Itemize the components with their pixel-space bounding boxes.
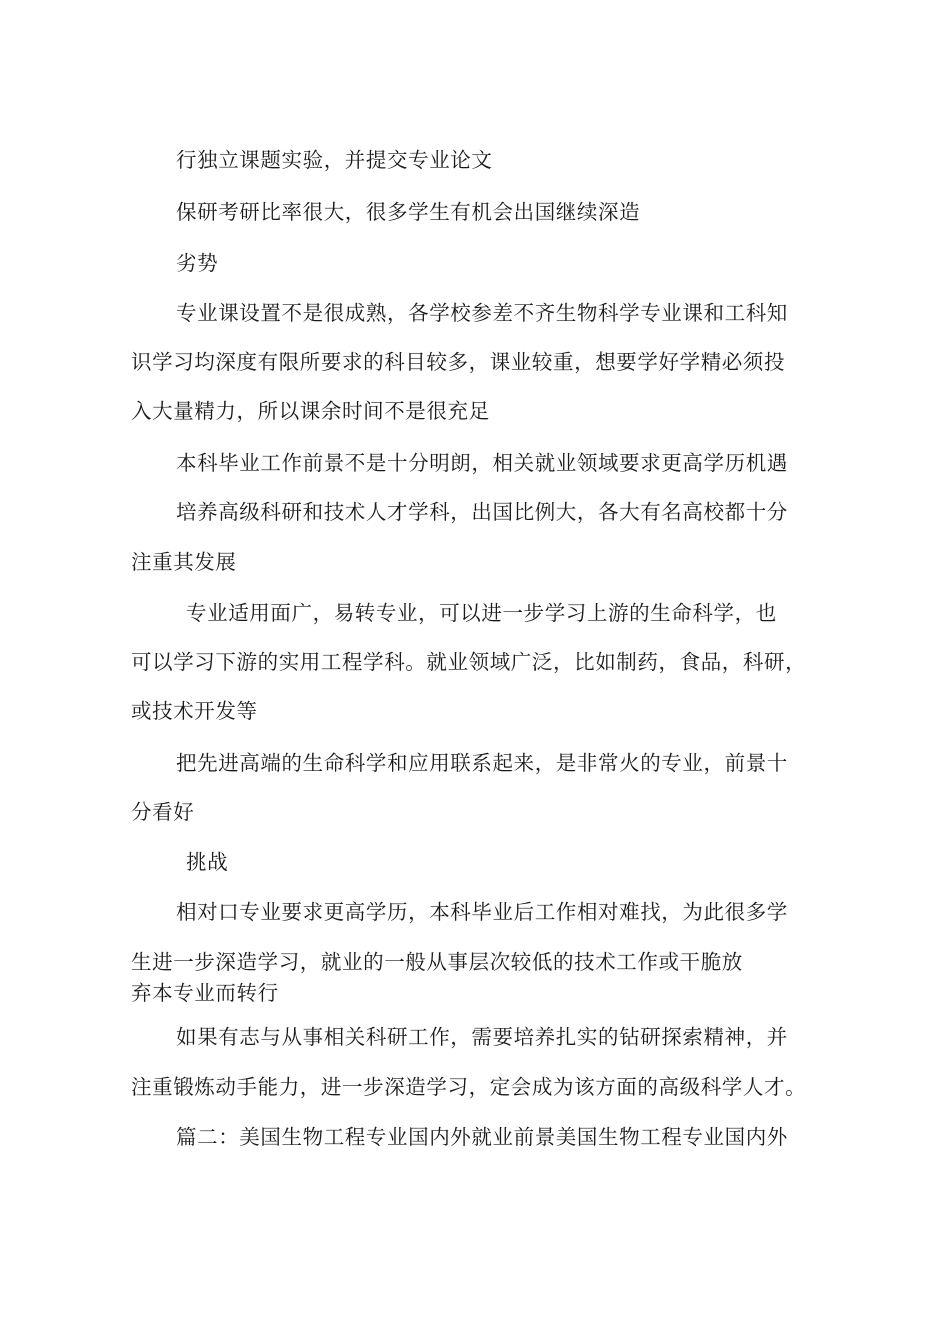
text-line: 弃本专业而转行 [131, 981, 279, 1005]
text-line: 可以学习下游的实用工程学科。就业领域广泛，比如制药，食品，科研， [131, 650, 807, 674]
text-line: 识学习均深度有限所要求的科目较多，课业较重，想要学好学精必须投 [131, 350, 786, 374]
text-line: 行独立课题实验，并提交专业论文 [176, 148, 493, 172]
section-heading: 劣势 [176, 251, 219, 275]
text-line: 本科毕业工作前景不是十分明朗，相关就业领域要求更高学历机遇 [176, 451, 788, 475]
text-line: 注重锻炼动手能力，进一步深造学习，定会成为该方面的高级科学人才。 [131, 1075, 807, 1099]
text-line: 篇二：美国生物工程专业国内外就业前景美国生物工程专业国内外 [176, 1125, 788, 1149]
text-line: 入大量精力，所以课余时间不是很充足 [131, 399, 490, 423]
text-line: 生进一步深造学习，就业的一般从事层次较低的技术工作或干脆放 [131, 950, 743, 974]
text-line: 培养高级科研和技术人才学科，出国比例大，各大有名高校都十分 [176, 500, 788, 524]
text-line: 专业适用面广，易转专业，可以进一步学习上游的生命科学，也 [186, 601, 777, 625]
text-line: 注重其发展 [131, 550, 237, 574]
text-line: 如果有志与从事相关科研工作，需要培养扎实的钻研探索精神，并 [176, 1025, 788, 1049]
text-line: 专业课设置不是很成熟，各学校参差不齐生物科学专业课和工科知 [176, 301, 788, 325]
text-line: 或技术开发等 [131, 699, 258, 723]
text-line: 把先进高端的生命科学和应用联系起来，是非常火的专业，前景十 [176, 751, 788, 775]
text-line: 保研考研比率很大，很多学生有机会出国继续深造 [176, 200, 641, 224]
section-heading: 挑战 [186, 850, 229, 874]
text-line: 相对口专业要求更高学历，本科毕业后工作相对难找，为此很多学 [176, 900, 788, 924]
text-line: 分看好 [131, 800, 195, 824]
